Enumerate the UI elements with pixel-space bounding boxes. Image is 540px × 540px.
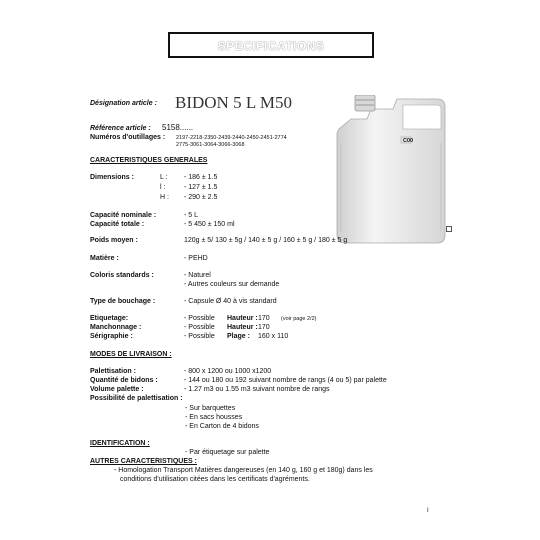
dimension-L-key: L :	[160, 174, 168, 181]
dimension-H-key: H :	[160, 194, 169, 201]
corner-marker	[446, 226, 452, 232]
dimension-H-value: - 290 ± 2.5	[184, 194, 218, 201]
palletisation-option: - En Carton de 4 bidons	[185, 423, 259, 430]
title-box	[168, 32, 374, 58]
tooling-line-2: 2775-3061-3064-3066-3068	[176, 142, 245, 148]
designation-label: Désignation article :	[90, 100, 157, 107]
colors-value-1: - Naturel	[184, 272, 211, 279]
quantity-value: - 144 ou 180 ou 192 suivant nombre de rangs (4 ou 5) par palette	[184, 377, 387, 384]
tooling-label: Numéros d'outillages :	[90, 134, 166, 141]
palletisation-option: - Sur barquettes	[185, 405, 236, 412]
etiquetage-dim-value: 170	[258, 315, 270, 322]
serigraphie-label: Sérigraphie :	[90, 333, 133, 340]
section-delivery: MODES DE LIVRAISON :	[90, 351, 172, 358]
colors-value-2: - Autres couleurs sur demande	[184, 281, 280, 288]
weight-value: 120g ± 5/ 130 ± 5g / 140 ± 5 g / 160 ± 5 g / 180 ± 5 g	[184, 237, 348, 244]
volume-label: Volume palette :	[90, 386, 144, 393]
material-label: Matière :	[90, 255, 119, 262]
dimension-l-value: - 127 ± 1.5	[184, 184, 218, 191]
tooling-line-1: 2197-2218-2350-2439-2440-2450-2451-2774	[176, 135, 287, 141]
capacity-total-label: Capacité totale :	[90, 221, 145, 228]
manchonnage-label: Manchonnage :	[90, 324, 142, 331]
page-mark: I	[427, 508, 429, 514]
capacity-nominal-value: - 5 L	[184, 212, 199, 219]
jerrycan-image	[333, 95, 451, 247]
weight-label: Poids moyen :	[90, 237, 138, 244]
volume-value: - 1.27 m3 ou 1.55 m3 suivant nombre de rangs	[184, 386, 330, 393]
reference-value: 5158......	[162, 123, 194, 132]
serigraphie-value: - Possible	[184, 333, 215, 340]
dimension-l-key: l :	[160, 184, 166, 191]
etiquetage-dim-label: Hauteur :	[227, 315, 258, 322]
colors-label: Coloris standards :	[90, 272, 154, 279]
quantity-label: Quantité de bidons :	[90, 377, 158, 384]
can-label: C00	[403, 138, 414, 144]
manchonnage-dim-label: Hauteur :	[227, 324, 258, 331]
manchonnage-value: - Possible	[184, 324, 215, 331]
capacity-total-value: - 5 450 ± 150 ml	[184, 221, 235, 228]
other-line-2: conditions d'utilisation citées dans les certificats d'agréments.	[120, 476, 310, 483]
serigraphie-dim-value: 160 x 110	[258, 333, 289, 340]
reference-label: Référence article :	[90, 125, 151, 132]
etiquetage-label: Etiquetage:	[90, 315, 129, 322]
page-title: SPECIFICATIONS	[217, 39, 325, 53]
pallet-label: Palettisation :	[90, 368, 136, 375]
closure-value: - Capsule Ø 40 à vis standard	[184, 298, 277, 305]
dimension-L-value: - 186 ± 1.5	[184, 174, 218, 181]
section-identification: IDENTIFICATION :	[90, 440, 150, 447]
etiquetage-note: (voir page 2/2)	[281, 316, 317, 322]
section-other: AUTRES CARACTERISTIQUES :	[90, 458, 197, 465]
section-general: CARACTERISTIQUES GENERALES	[90, 157, 208, 164]
dimensions-label: Dimensions :	[90, 174, 134, 181]
capacity-nominal-label: Capacité nominale :	[90, 212, 157, 219]
palletisation-option: - En sacs housses	[185, 414, 243, 421]
etiquetage-value: - Possible	[184, 315, 215, 322]
closure-label: Type de bouchage :	[90, 298, 156, 305]
serigraphie-dim-label: Plage :	[227, 333, 250, 340]
material-value: - PEHD	[184, 255, 208, 262]
other-line-1: - Homologation Transport Matières dangereuses (en 140 g, 160 g et 180g) dans les	[114, 467, 373, 474]
designation-value: BIDON 5 L M50	[175, 93, 292, 112]
pallet-value: - 800 x 1200 ou 1000 x1200	[184, 368, 272, 375]
manchonnage-dim-value: 170	[258, 324, 270, 331]
identification-value: - Par étiquetage sur palette	[185, 449, 270, 456]
possibility-label: Possibilité de palettisation :	[90, 395, 183, 402]
